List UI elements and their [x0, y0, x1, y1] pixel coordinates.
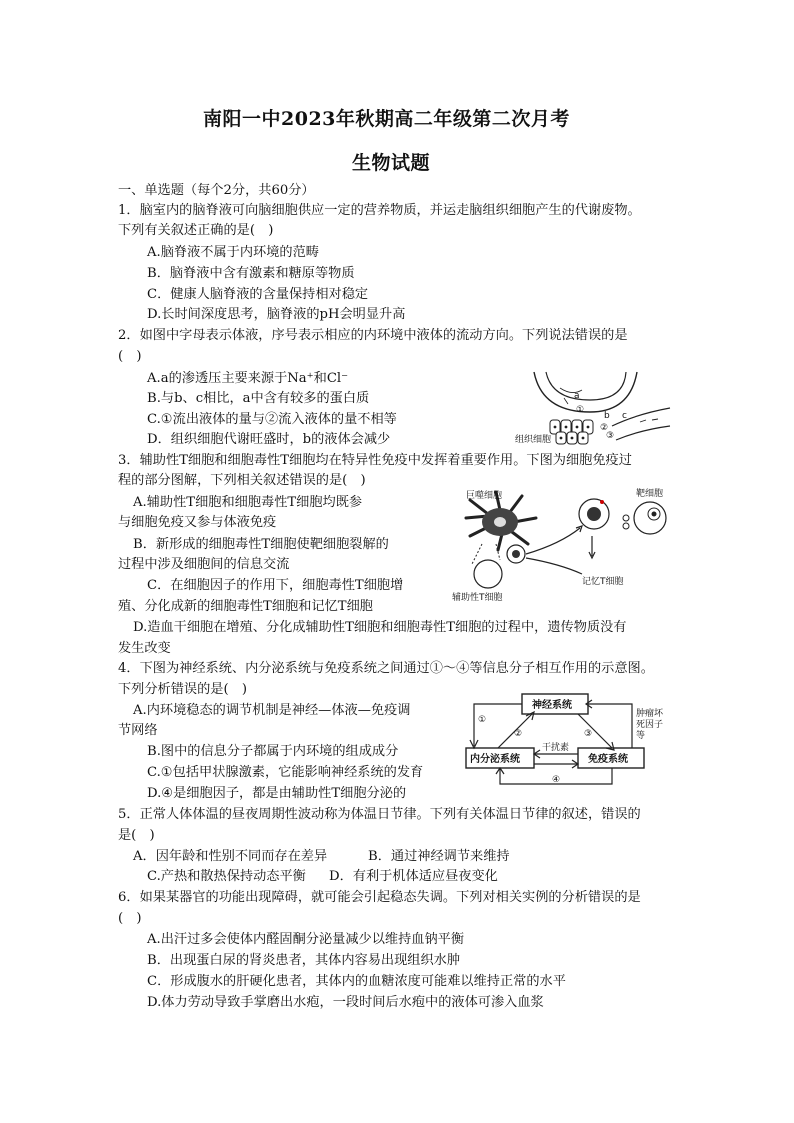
q2-stem-line1: 2．如图中字母表示体液，序号表示相应的内环境中液体的流动方向。下列说法错误的是 [118, 328, 628, 343]
q4-option-a-line1: A.内环境稳态的调节机制是神经—体液—免疫调 [133, 703, 411, 718]
q5-option-a: A．因年龄和性别不同而存在差异 [133, 849, 328, 864]
q3-option-a-line1: A.辅助性T细胞和细胞毒性T细胞均既参 [133, 495, 363, 510]
q4-option-a-line2: 节网络 [118, 723, 158, 738]
q4-fig-num-1: ① [478, 715, 487, 725]
q3-fig-target-label: 靶细胞 [636, 489, 664, 499]
q4-fig-interferon: 干扰素 [542, 743, 570, 753]
q2-option-d: D．组织细胞代谢旺盛时，b的液体会减少 [147, 432, 391, 447]
q4-option-c: C.①包括甲状腺激素，它能影响神经系统的发育 [147, 765, 424, 780]
q4-fig-endocrine-system: 内分泌系统 [470, 754, 520, 765]
q1-stem-line2: 下列有关叙述正确的是( ) [118, 223, 274, 238]
q1-option-c: C．健康人脑脊液的含量保持相对稳定 [147, 287, 369, 302]
q6-option-b: B．出现蛋白尿的肾炎患者，其体内容易出现组织水肿 [147, 953, 461, 968]
q2-fig-num-1: ① [576, 405, 585, 415]
q3-option-d-line1: D.造血干细胞在增殖、分化成辅助性T细胞和细胞毒性T细胞的过程中，遗传物质没有 [133, 620, 627, 635]
q5-option-d: D．有利于机体适应昼夜变化 [329, 869, 498, 884]
q6-option-d: D.体力劳动导致手掌磨出水疱，一段时间后水疱中的液体可渗入血浆 [147, 995, 544, 1010]
q2-body-fluid-figure [512, 368, 672, 450]
q4-fig-tnf-line2: 死因子 [636, 720, 664, 730]
q4-fig-num-2: ② [514, 729, 523, 739]
q2-fig-cells-label: 组织细胞 [515, 435, 552, 445]
q4-option-b: B.图中的信息分子都属于内环境的组成成分 [147, 744, 399, 759]
q5-stem-line1: 5．正常人体体温的昼夜周期性波动称为体温日节律。下列有关体温日节律的叙述，错误的 [118, 807, 641, 822]
q4-fig-immune-system: 免疫系统 [588, 754, 628, 765]
q1-option-d: D.长时间深度思考，脑脊液的pH会明显升高 [147, 307, 406, 322]
q4-option-d: D.④是细胞因子，都是由辅助性T细胞分泌的 [147, 786, 407, 801]
q3-option-c-line2: 殖、分化成新的细胞毒性T细胞和记忆T细胞 [118, 599, 373, 614]
q5-option-b: B．通过神经调节来维持 [368, 849, 510, 864]
q6-stem-line2: ( ) [118, 911, 142, 926]
q2-option-b: B.与b、c相比，a中含有较多的蛋白质 [147, 391, 370, 406]
q4-fig-num-4: ④ [552, 775, 561, 785]
q4-fig-tnf-line1: 肿瘤坏 [636, 709, 664, 719]
q5-option-c: C.产热和散热保持动态平衡 [147, 869, 306, 884]
q3-option-c-line1: C．在细胞因子的作用下，细胞毒性T细胞增 [147, 578, 404, 593]
q4-stem-line1: 4．下图为神经系统、内分泌系统与免疫系统之间通过①～④等信息分子相互作用的示意图。 [118, 661, 654, 676]
q2-fig-num-3: ③ [606, 431, 615, 441]
q2-fig-label-b: b [604, 411, 610, 421]
q3-fig-macrophage-label: 巨噬细胞 [466, 491, 503, 501]
q3-option-d-line2: 发生改变 [118, 641, 171, 656]
q3-option-b-line2: 过程中涉及细胞间的信息交流 [118, 557, 290, 572]
q2-option-c: C.①流出液体的量与②流入液体的量不相等 [147, 412, 397, 427]
q1-option-b: B．脑脊液中含有激素和糖原等物质 [147, 266, 355, 281]
q1-option-a: A.脑脊液不属于内环境的范畴 [147, 245, 319, 260]
q3-stem-line1: 3．辅助性T细胞和细胞毒性T细胞均在特异性免疫中发挥着重要作用。下图为细胞免疫过 [118, 453, 632, 468]
q4-fig-tnf-line3: 等 [636, 731, 646, 741]
q3-fig-helper-label: 辅助性T细胞 [452, 593, 503, 603]
exam-subtitle: 生物试题 [352, 152, 431, 174]
q6-stem-line1: 6．如果某器官的功能出现障碍，就可能会引起稳态失调。下列对相关实例的分析错误的是 [118, 890, 641, 905]
q4-regulation-network-figure [462, 690, 676, 796]
q3-fig-memory-label: 记忆T细胞 [582, 577, 624, 587]
q5-stem-line2: 是( ) [118, 828, 155, 843]
q3-cell-immunity-figure [440, 484, 690, 604]
exam-title: 南阳一中2023年秋期高二年级第二次月考 [203, 108, 570, 130]
q1-stem-line1: 1．脑室内的脑脊液可向脑细胞供应一定的营养物质，并运走脑组织细胞产生的代谢废物。 [118, 203, 641, 218]
q4-fig-nervous-system: 神经系统 [532, 700, 572, 711]
q4-stem-line2: 下列分析错误的是( ) [118, 682, 247, 697]
q3-option-b-line1: B．新形成的细胞毒性T细胞使靶细胞裂解的 [133, 537, 389, 552]
q2-fig-label-a: a [574, 391, 580, 401]
q3-stem-line2: 程的部分图解，下列相关叙述错误的是( ) [118, 473, 366, 488]
q3-option-a-line2: 与细胞免疫又参与体液免疫 [118, 515, 277, 530]
q2-fig-num-2: ② [600, 423, 609, 433]
q2-stem-line2: ( ) [118, 349, 142, 364]
q6-option-a: A.出汗过多会使体内醛固酮分泌量减少以维持血钠平衡 [147, 932, 465, 947]
q6-option-c: C．形成腹水的肝硬化患者，其体内的血糖浓度可能难以维持正常的水平 [147, 974, 566, 989]
q2-fig-label-c: c [622, 411, 627, 421]
q2-option-a: A.a的渗透压主要来源于Na⁺和Cl⁻ [147, 371, 349, 386]
q4-fig-num-3: ③ [584, 729, 593, 739]
section-heading: 一、单选题（每个2分，共60分） [118, 183, 315, 198]
